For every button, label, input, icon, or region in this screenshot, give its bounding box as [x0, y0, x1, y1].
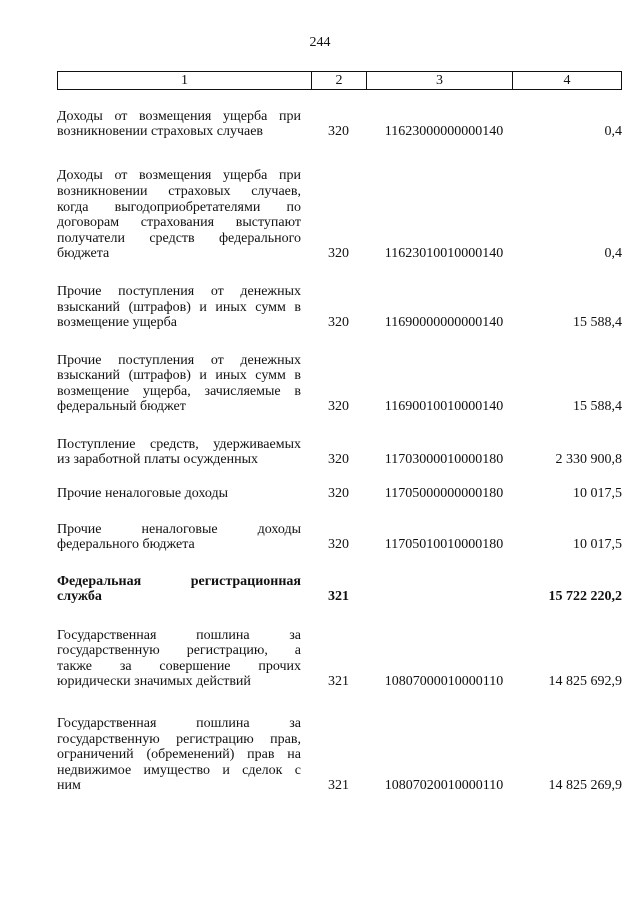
description-line: Прочие поступления от денежных — [57, 352, 301, 368]
row-description — [57, 168, 301, 262]
table-row — [57, 486, 622, 502]
description-line: Государственная пошлина за — [57, 627, 301, 643]
description-line: возмещение ущерба — [57, 315, 177, 331]
row-amount: 0,4 — [604, 124, 622, 140]
description-line: возникновении страховых случаев, — [57, 184, 301, 200]
table-row — [57, 522, 622, 553]
row-admin-code: 321 — [328, 778, 349, 794]
row-description — [57, 109, 301, 140]
table-row — [57, 109, 622, 140]
column-header-1: 1 — [58, 72, 312, 89]
table-row — [57, 353, 622, 415]
row-budget-code: 11705000000000180 — [384, 486, 504, 502]
description-line: возмещение ущерба, зачисляемые в — [57, 383, 301, 399]
description-line: Прочие неналоговые доходы — [57, 486, 229, 502]
row-description — [57, 628, 301, 690]
table-row — [57, 437, 622, 468]
row-admin-code: 320 — [328, 537, 349, 553]
row-admin-code: 320 — [328, 486, 349, 502]
description-line: когда выгодоприобретателями по — [57, 199, 301, 215]
row-description — [57, 284, 301, 331]
description-line: Доходы от возмещения ущерба при — [57, 108, 301, 124]
column-header-4: 4 — [563, 73, 571, 88]
row-budget-code: 10807020010000110 — [384, 778, 504, 794]
description-line: ним — [57, 778, 81, 794]
description-line: служба — [57, 589, 102, 605]
row-description — [57, 716, 301, 794]
description-line: Доходы от возмещения ущерба при — [57, 168, 301, 184]
row-budget-code: 11623000000000140 — [384, 124, 504, 140]
description-line: государственную регистрацию прав, — [57, 731, 301, 747]
row-budget-code: 11703000010000180 — [384, 452, 504, 468]
row-description — [57, 522, 301, 553]
description-line: юридически значимых действий — [57, 674, 251, 690]
row-admin-code: 320 — [328, 452, 349, 468]
table-row — [57, 716, 622, 794]
row-description — [57, 574, 301, 605]
row-amount: 14 825 692,9 — [548, 674, 622, 690]
description-line: Прочие поступления от денежных — [57, 284, 301, 300]
row-amount: 14 825 269,9 — [548, 778, 622, 794]
description-line: федерального бюджета — [57, 537, 195, 553]
description-line: договорам страхования выступают — [57, 215, 301, 231]
description-line: Прочие неналоговые доходы — [57, 521, 301, 537]
row-budget-code: 10807000010000110 — [384, 674, 504, 690]
row-budget-code: 11705010010000180 — [384, 537, 504, 553]
table-row — [57, 574, 622, 605]
column-header-3: 3 — [367, 72, 513, 89]
row-amount: 10 017,5 — [573, 486, 622, 502]
description-line: федеральный бюджет — [57, 399, 186, 415]
row-amount: 15 722 220,2 — [548, 589, 622, 605]
description-line: бюджета — [57, 246, 110, 262]
column-header-row — [57, 71, 622, 90]
description-line: также за совершение прочих — [57, 658, 301, 674]
description-line: ограничений (обременений) прав на — [57, 747, 301, 763]
description-line: Федеральная регистрационная — [57, 573, 301, 589]
row-description — [57, 353, 301, 415]
table-row — [57, 168, 622, 262]
description-line: взысканий (штрафов) и иных сумм в — [57, 368, 301, 384]
description-line: Поступление средств, удерживаемых — [57, 436, 301, 452]
row-admin-code: 320 — [328, 315, 349, 331]
table-row — [57, 628, 622, 690]
row-admin-code: 321 — [328, 589, 349, 605]
description-line: возникновении страховых случаев — [57, 124, 264, 140]
row-admin-code: 320 — [328, 124, 349, 140]
row-amount: 2 330 900,8 — [555, 452, 622, 468]
row-admin-code: 321 — [328, 674, 349, 690]
description-line: Государственная пошлина за — [57, 716, 301, 732]
row-admin-code: 320 — [328, 246, 349, 262]
row-amount: 0,4 — [604, 246, 622, 262]
description-line: взысканий (штрафов) и иных сумм в — [57, 299, 301, 315]
row-description — [57, 486, 301, 502]
column-header-2: 2 — [312, 72, 367, 89]
row-amount: 15 588,4 — [573, 315, 622, 331]
page-number: 244 — [309, 35, 331, 50]
row-budget-code: 11623010010000140 — [384, 246, 504, 262]
row-amount: 10 017,5 — [573, 537, 622, 553]
table-row — [57, 284, 622, 331]
description-line: получатели средств федерального — [57, 230, 301, 246]
row-amount: 15 588,4 — [573, 399, 622, 415]
description-line: недвижимое имущество и сделок с — [57, 762, 301, 778]
row-admin-code: 320 — [328, 399, 349, 415]
row-budget-code: 11690000000000140 — [384, 315, 504, 331]
description-line: государственную регистрацию, а — [57, 643, 301, 659]
description-line: из заработной платы осужденных — [57, 452, 258, 468]
row-budget-code: 11690010010000140 — [384, 399, 504, 415]
row-description — [57, 437, 301, 468]
